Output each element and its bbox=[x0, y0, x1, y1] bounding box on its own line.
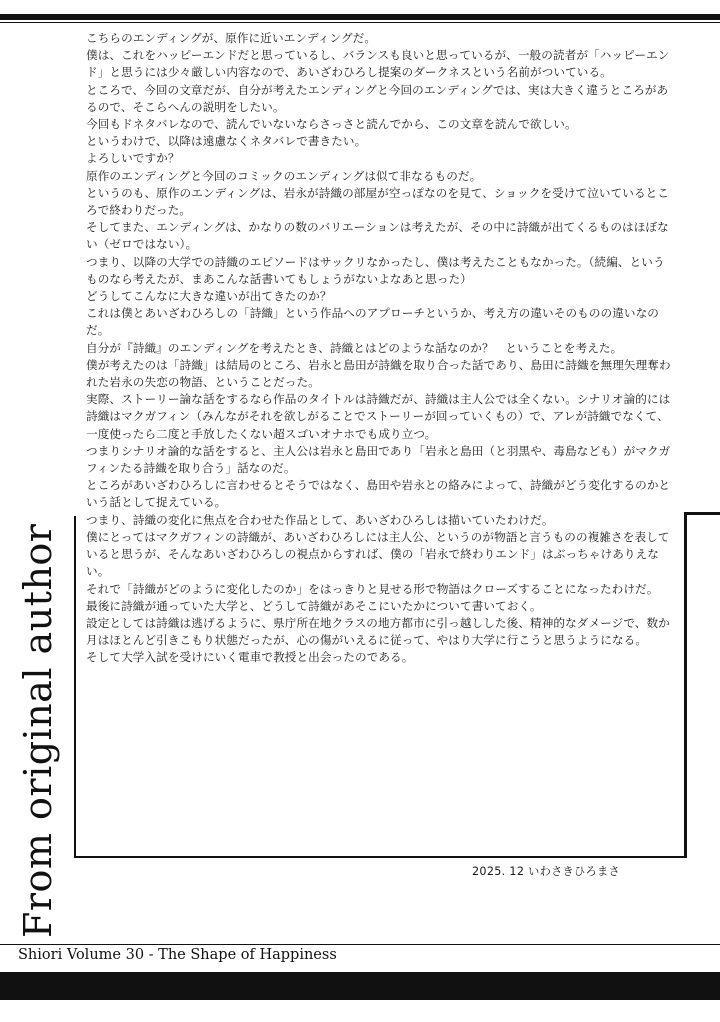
frame-right-top-rule bbox=[684, 512, 720, 515]
paragraph: というわけで、以降は遠慮なくネタバレで書きたい。 bbox=[86, 134, 367, 149]
paragraph: こちらのエンディングが、原作に近いエンディングだ。 bbox=[86, 31, 377, 45]
paragraph: ところで、今回の文章だが、自分が考えたエンディングと今回のエンディングでは、実は大きく違うところがあるので、そこらへんの説明をしたい。 bbox=[86, 82, 669, 114]
paragraph: 設定としては詩織は逃げるように、県庁所在地クラスの地方都市に引っ越しした後、精神的なダメージで、数か月はほとんど引きこもり状態だったが、心の傷がいえるに従って、やはり大学に行こうと思うようになる。 bbox=[86, 615, 670, 648]
paragraph: 僕は、これをハッピーエンドだと思っているし、バランスも良いと思っているが、一般の読者が「ハッピーエンド」と思うには少々厳しい内容なので、あいざわひろし提案のダークネスという名前がついている。 bbox=[86, 48, 670, 80]
paragraph: そして大学入試を受けにいく電車で教授と出会ったのである。 bbox=[86, 650, 414, 665]
frame-left-rule bbox=[74, 516, 76, 858]
paragraph: 実際、ストーリー論な話をするなら作品のタイトルは詩織だが、詩織は主人公では全くない。シナリオ論的には詩織はマクガフィン（みんながそれを欲しがることでストーリーが回っていくもの）で、アレが詩織でなくて、一度使ったら二度と手放したくない超スゴいオナホでも成り立つ。 bbox=[86, 392, 671, 441]
side-title: From original author bbox=[16, 523, 60, 938]
signature: 2025. 12 いわさきひろまさ bbox=[472, 865, 620, 878]
footer-title: Shiori Volume 30 - The Shape of Happiness bbox=[18, 947, 337, 963]
paragraph: 最後に詩織が通っていた大学と、どうして詩織があそこにいたかについて書いておく。 bbox=[86, 598, 542, 613]
paragraph: 僕が考えたのは「詩織」は結局のところ、岩永と島田が詩織を取り合った話であり、島田に詩織を無理矢理奪われた岩永の失恋の物語、ということだった。 bbox=[86, 357, 671, 390]
paragraph: そしてまた、エンディングは、かなりの数のバリエーションは考えたが、その中に詩織が出てくるものはほぼない（ゼロではない）。 bbox=[86, 220, 669, 252]
paragraph: 僕にとってはマクガフィンの詩織が、あいざわひろしには主人公、というのが物語と言うものの複雑さを表していると思うが、そんなあいざわひろしの視点からすれば、僕の「岩永で終わりエンド」はぶっちゃけありえない。 bbox=[86, 529, 670, 579]
afterword-body bbox=[86, 30, 676, 667]
paragraph: つまりシナリオ論的な話をすると、主人公は岩永と島田であり「岩永と島田（と羽黒や、毒島なども）がマクガフィンたる詩織を取り合う」話なのだ。 bbox=[86, 443, 671, 476]
paragraph: それで「詩織がどのように変化したのか」をはっきりと見せる形で物語はクローズすることになったわけだ。 bbox=[86, 581, 659, 596]
top-rule bbox=[0, 14, 720, 20]
paragraph: 今回もドネタバレなので、読んでいないならさっさと読んでから、この文章を読んで欲しい。 bbox=[86, 117, 577, 132]
paragraph: つまり、詩織の変化に焦点を合わせた作品として、あいざわひろしは描いていたわけだ。 bbox=[86, 512, 554, 527]
paragraph: というのも、原作のエンディングは、岩永が詩織の部屋が空っぽなのを見て、ショックを受けて泣いているところで終わりだった。 bbox=[86, 185, 670, 218]
paragraph: これは僕とあいざわひろしの「詩織」という作品へのアプローチというか、考え方の違いそのものの違いなのだ。 bbox=[86, 306, 659, 338]
footer-rule bbox=[0, 944, 720, 945]
frame-bottom-rule bbox=[74, 856, 686, 858]
paragraph: つまり、以降の大学での詩織のエピソードはサックリなかったし、僕は考えたこともなかった。（続編、というものなら考えたが、まあこんな話書いてもしょうがないよなあと思った） bbox=[86, 254, 665, 286]
paragraph: 原作のエンディングと今回のコミックのエンディングは似て非なるものだ。 bbox=[86, 168, 482, 183]
top-rule-thin bbox=[0, 22, 720, 23]
frame-right-rule bbox=[684, 512, 687, 858]
paragraph: どうしてこんなに大きな違いが出てきたのか？ bbox=[86, 289, 332, 304]
paragraph: ところがあいざわひろしに言わせるとそうではなく、島田や岩永との絡みによって、詩織がどう変化するのかという話として捉えている。 bbox=[86, 478, 671, 510]
bottom-band bbox=[0, 972, 720, 1000]
paragraph: 自分が『詩織』のエンディングを考えたとき、詩織とはどのような話なのか？ ということを考えた。 bbox=[86, 340, 623, 355]
paragraph: よろしいですか？ bbox=[86, 151, 180, 166]
